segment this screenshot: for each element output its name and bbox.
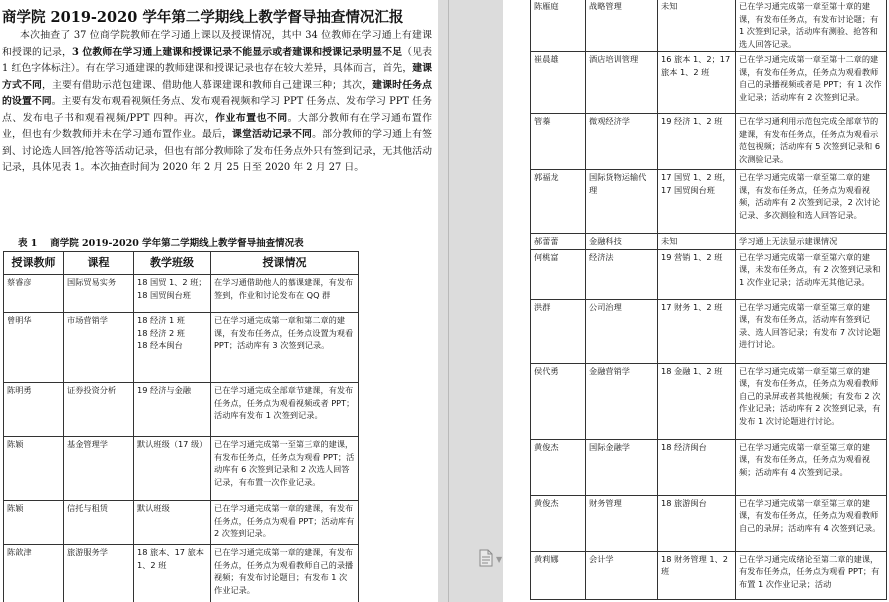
body-paragraph [2,28,432,177]
class-cell: 未知 [658,234,736,250]
teacher-cell: 何桃富 [531,249,586,299]
course-cell: 证券投资分析 [64,383,134,437]
teacher-cell: 陈歆津 [4,545,64,602]
status-cell: 在学习通借助他人的慕课建课，有发布签到，作业和讨论发布在 QQ 群 [211,275,359,313]
status-cell: 已在学习通利用示范包完成全部章节的建课，有发布任务点，任务点为观看示范包视频；活动库有 5 次签到记录和 6 次测验记录。 [736,114,887,170]
inspection-table-left [3,251,359,602]
class-cell: 19 经济 1、2 班 [658,114,736,170]
teacher-cell: 洪群 [531,299,586,363]
status-cell: 已在学习通完成第一章至第二章的建课，有发布任务点，任务点为观看视频，活动库有 2 次签到记录，2 次讨论记录、多次测验和选人回答记录。 [736,170,887,234]
emphasis-text: 建课方式不同 [2,63,432,91]
teacher-cell: 黄俊杰 [531,439,586,495]
document-title: 商学院 2019-2020 学年第二学期线上教学督导抽查情况汇报 [2,9,404,26]
class-cell: 默认班级 [134,501,211,545]
table-row [531,0,887,52]
class-cell: 未知 [658,0,736,52]
status-cell: 已在学习通完成第一章至第三章的建课，有发布任务点，任务点为观看教师自己的录屏；活动库有 4 次签到记录。 [736,495,887,551]
course-cell: 战略管理 [586,0,658,52]
paragraph-text: 。主要有发布观看视频任务点、发布观看视频和学习 PPT 任务点、发布学习 PPT 任务点、发布电子书和观看视频/PPT 四种。再次， [2,96,432,124]
table-row [531,114,887,170]
paragraph-text: （见表 1 红色字体标注）。有在学习通建课的教师建课和授课记录也存在较大差异，具体而言，首先， [2,46,432,74]
emphasis-text: 3 位教师在学习通上建课和授课记录不能显示或者建课和授课记录明显不足 [71,46,403,58]
table-row [4,501,359,545]
table-row [531,495,887,551]
emphasis-text: 课堂活动记录不同 [232,129,313,140]
teacher-cell: 黄莉娜 [531,551,586,599]
table-row [531,363,887,439]
table-row [4,275,359,313]
emphasis-text: 作业布置也不同 [215,112,288,124]
paragraph-text: ，主要有借助示范包建课、借助他人慕课建课和教师自己建课三种；其次， [42,79,373,91]
status-cell: 已在学习通完成第一章和第二章的建课，有发布任务点，任务点设置为观看 PPT；活动库有 3 次签到记录。 [211,313,359,383]
course-cell: 国际金融学 [586,439,658,495]
status-cell: 已在学习通完成第一章至第三章的建课，有发布任务点，活动库有签到记录、选人回答记录；有发布 7 次讨论题进行讨论。 [736,299,887,363]
paragraph-text: 。大部分教师有在学习通布置作业，但也有少数教师并未在学习通布置作业。最后， [2,112,432,140]
status-cell: 已在学习通完成全部章节建课，有发布任务点，任务点为观看视频或者 PPT；活动库有发布 1 次签到记录。 [211,383,359,437]
table-row [531,439,887,495]
class-cell: 17 财务 1、2 班 [658,299,736,363]
course-cell: 基金管理学 [64,437,134,501]
class-cell: 18 财务管理 1、2 班 [658,551,736,599]
table-row [531,551,887,599]
class-cell: 19 经济与金融 [134,383,211,437]
status-cell: 已在学习通完成第一章的建课，有发布任务点，任务点为观看教师自己的录播视频；有发布讨论题目；有发布 1 次作业记录。 [211,545,359,602]
course-cell: 公司治理 [586,299,658,363]
header-status: 授课情况 [211,252,359,275]
table-row [531,234,887,250]
teacher-cell: 陈颖 [4,437,64,501]
course-cell: 酒店培训管理 [586,52,658,114]
status-cell: 已在学习通完成第一章的建课，有发布任务点，任务点为观看 PPT；活动库有 2 次签到记录。 [211,501,359,545]
header-class: 教学班级 [134,252,211,275]
paragraph-text: 。部分教师的学习通上有签到、讨论选人回答/抢答等活动记录，但也有部分教师除了发布任务点外只有签到记录，无其他活动记录，具体见表 1。本次抽查时间为 2020 年 2 月 25 日至 2020 年 2 月 27 日。 [2,129,432,173]
class-cell: 19 营销 1、2 班 [658,249,736,299]
teacher-cell: 曾明华 [4,313,64,383]
course-cell: 微观经济学 [586,114,658,170]
course-cell: 经济法 [586,249,658,299]
class-cell: 18 旅游闽台 [658,495,736,551]
teacher-cell: 郝蕾蕾 [531,234,586,250]
class-cell: 18 国贸 1、2 班；18 国贸闽台班 [134,275,211,313]
course-cell: 财务管理 [586,495,658,551]
course-cell: 金融营销学 [586,363,658,439]
course-cell: 国际贸易实务 [64,275,134,313]
table-row [4,545,359,602]
status-cell: 已在学习通完成绪论至第二章的建课，有发布任务点，任务点为观看 PPT；有布置 1 次作业记录；活动 [736,551,887,599]
class-cell: 18 旅本、17 旅本 1、2 班 [134,545,211,602]
course-cell: 旅游服务学 [64,545,134,602]
class-cell: 18 金融 1、2 班 [658,363,736,439]
teacher-cell: 蔡睿彦 [4,275,64,313]
status-cell: 已在学习通完成第一章至第十章的建课，有发布任务点，有发布讨论题；有 1 次签到记录，活动库有测验、抢答和选人回答记录。 [736,0,887,52]
table-row [531,299,887,363]
table-row [4,437,359,501]
status-cell: 已在学习通完成第一至第三章的建课，有发布任务点，任务点为观看 PPT；活动库有 6 次签到记录和 2 次选人回答记录，有布置一次作业记录。 [211,437,359,501]
course-cell: 信托与租赁 [64,501,134,545]
page-gutter [438,0,503,602]
table-row [4,313,359,383]
status-cell: 已在学习通完成第一章至第三章的建课，有发布任务点，任务点为观看教师自己的录屏或者其他视频；有发布 2 次作业记录；活动库有 2 次签到记录，有发布 1 次讨论题进行讨论。 [736,363,887,439]
emphasis-text: 建课时任务点的设置不同 [2,79,432,107]
table-row [531,52,887,114]
page-left [0,0,438,602]
table-row [4,383,359,437]
table-row [531,249,887,299]
class-cell: 16 旅本 1、2；17 旅本 1、2 班 [658,52,736,114]
status-cell: 已在学习通完成第一章至第三章的建课，有发布任务点，任务点为观看视频；活动库有 4 次签到记录。 [736,439,887,495]
inspection-table-right [530,0,887,600]
teacher-cell: 陈颖 [4,501,64,545]
teacher-cell: 崔晨雄 [531,52,586,114]
course-cell: 会计学 [586,551,658,599]
header-teacher: 授课教师 [4,252,64,275]
status-cell: 已在学习通完成第一章至第十二章的建课，有发布任务点，任务点为观看教师自己的录播视频或者是 PPT；有 1 次作业记录；活动库有 2 次签到记录。 [736,52,887,114]
class-cell: 18 经济闽台 [658,439,736,495]
paragraph-text: 本次抽查了 37 位商学院教师在学习通上课以及授课情况，其中 34 位教师在学习通上有建课和授课的记录， [2,30,432,58]
table-caption: 表 1 商学院 2019-2020 学年第二学期线上教学督导抽查情况表 [18,238,304,249]
header-course: 课程 [64,252,134,275]
class-cell: 默认班级（17 级） [134,437,211,501]
teacher-cell: 郭福龙 [531,170,586,234]
status-cell: 已在学习通完成第一章至第六章的建课，未发布任务点，有 2 次签到记录和 1 次作业记录；活动库无其他记录。 [736,249,887,299]
course-cell: 国际货物运输代理 [586,170,658,234]
teacher-cell: 陈明勇 [4,383,64,437]
teacher-cell: 黄俊杰 [531,495,586,551]
status-cell: 学习通上无法显示建课情况 [736,234,887,250]
teacher-cell: 侯代勇 [531,363,586,439]
table-row [531,170,887,234]
class-cell: 17 国贸 1、2 班，17 国贸闽台班 [658,170,736,234]
teacher-cell: 管蓁 [531,114,586,170]
course-cell: 金融科技 [586,234,658,250]
class-cell: 18 经济 1 班 18 经济 2 班 18 经本闽台 [134,313,211,383]
chevron-down-icon[interactable]: ▼ [496,555,503,564]
course-cell: 市场营销学 [64,313,134,383]
document-icon[interactable] [479,549,493,567]
teacher-cell: 陈雁庭 [531,0,586,52]
